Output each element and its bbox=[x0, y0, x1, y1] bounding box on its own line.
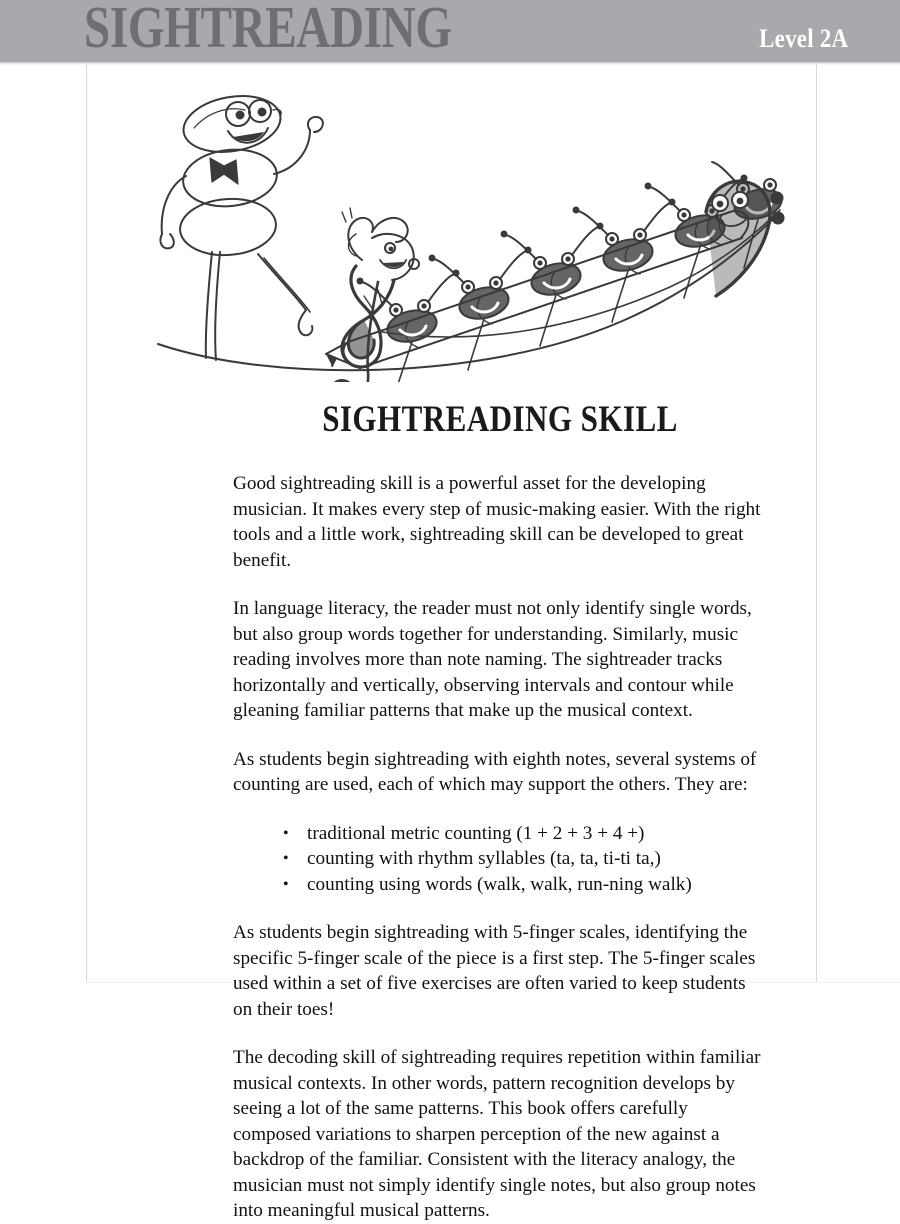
counting-systems-list bbox=[233, 821, 767, 898]
list-item: • traditional metric counting (1 + 2 + 3 + 4 +) bbox=[281, 821, 767, 847]
paragraph: As students begin sightreading with 5-finger scales, identifying the specific 5-finger scale of the piece is a first step. The 5-finger scales used within a set of five exercises are often varied to keep students on their toes! bbox=[233, 922, 756, 1020]
page-header-shadow bbox=[0, 62, 900, 65]
whole-note-character-icon bbox=[160, 89, 322, 360]
eighth-note-character-icon bbox=[429, 247, 532, 371]
paragraph: In language literacy, the reader must not only identify single words, but also group words together for understanding. Similarly, music reading involves more than note naming. The sightreader tracks horizontally and vertically, observing intervals and contour while gleaning familiar patterns that make up the musical context. bbox=[233, 598, 752, 721]
section-title: SIGHTREADING SKILL bbox=[322, 399, 678, 440]
page-title: SIGHTREADING bbox=[84, 0, 452, 60]
list-item: • counting using words (walk, walk, run-ning walk) bbox=[281, 872, 767, 898]
paragraph: Good sightreading skill is a powerful asset for the developing musician. It makes every step of music-making easier. With the right tools and a little work, sightreading skill can be developed to great benefit. bbox=[233, 473, 761, 571]
bass-clef-character-icon bbox=[706, 181, 784, 296]
paragraph: As students begin sightreading with eighth notes, several systems of counting are used, each of which may support the others. They are: bbox=[233, 748, 757, 795]
page-rule-left bbox=[86, 64, 87, 982]
level-badge: Level 2A bbox=[758, 24, 848, 53]
article-body bbox=[233, 398, 767, 1224]
list-item: • counting with rhythm syllables (ta, ta, ti-ti ta,) bbox=[281, 846, 767, 872]
page-rule-right bbox=[816, 64, 817, 982]
paragraph: The decoding skill of sightreading requires repetition within familiar musical contexts. In other words, pattern recognition develops by seeing a lot of the same patterns. This book offers carefully composed variations to sharpen perception of the new against a backdrop of the familiar. Consistent with the literacy analogy, the musician must not simply identify single notes, but also group notes into meaningful musical patterns. bbox=[233, 1047, 761, 1221]
treble-clef-character-icon bbox=[331, 208, 419, 382]
cartoon-illustration bbox=[150, 82, 790, 382]
